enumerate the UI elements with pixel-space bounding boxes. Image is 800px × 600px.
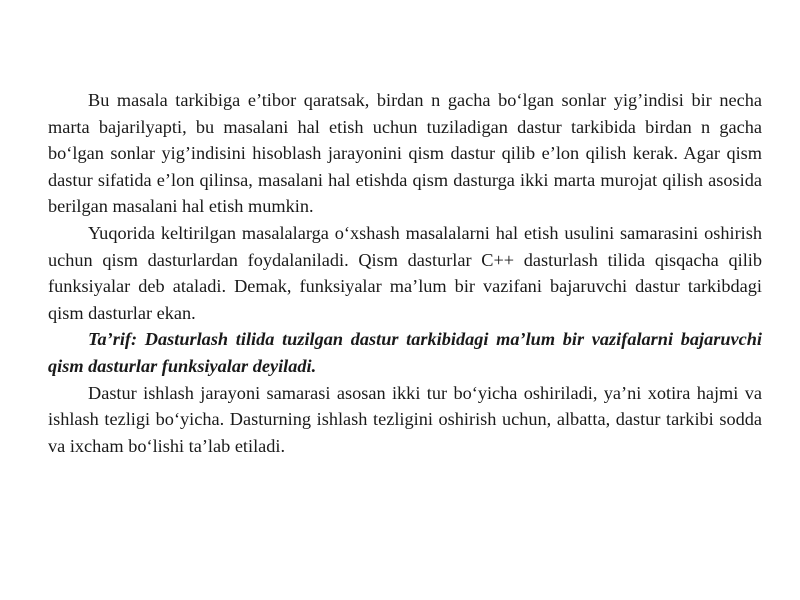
paragraph-definition: Ta’rif: Dasturlash tilida tuzilgan dastur tarkibidagi ma’lum bir vazifalarni bajaruvchi qism dasturlar funksiyalar deyiladi. xyxy=(48,329,762,376)
paragraph-functions-usage: Yuqorida keltirilgan masalalarga o‘xshash masalalarni hal etish usulini samarasini oshirish uchun qism dasturlardan foydalaniladi. Qism dasturlar C++ dasturlash tilida qisqacha qilib funksiyalar deb ataladi. Demak, funksiyalar ma’lum bir vazifani bajaruvchi dastur tarkibdagi qism dasturlar ekan. xyxy=(48,222,762,323)
document-body xyxy=(48,87,762,459)
paragraph-intro: Bu masala tarkibiga e’tibor qaratsak, birdan n gacha bo‘lgan sonlar yig’indisi bir necha marta bajarilyapti, bu masalani hal etish uchun tuziladigan dastur tarkibida birdan n gacha bo‘lgan sonlar yig’indisini hisoblash jarayonini qism dastur qilib e’lon qilish kerak. Agar qism dastur sifatida e’lon qilinsa, masalani hal etishda qism dasturga ikki marta murojat qilish asosida berilgan masalani hal etish mumkin. xyxy=(48,90,762,217)
paragraph-efficiency: Dastur ishlash jarayoni samarasi asosan ikki tur bo‘yicha oshiriladi, ya’ni xotira hajmi va ishlash tezligi bo‘yicha. Dasturning ishlash tezligini oshirish uchun, albatta, dastur tarkibi sodda va ixcham bo‘lishi ta’lab etiladi. xyxy=(48,382,762,456)
